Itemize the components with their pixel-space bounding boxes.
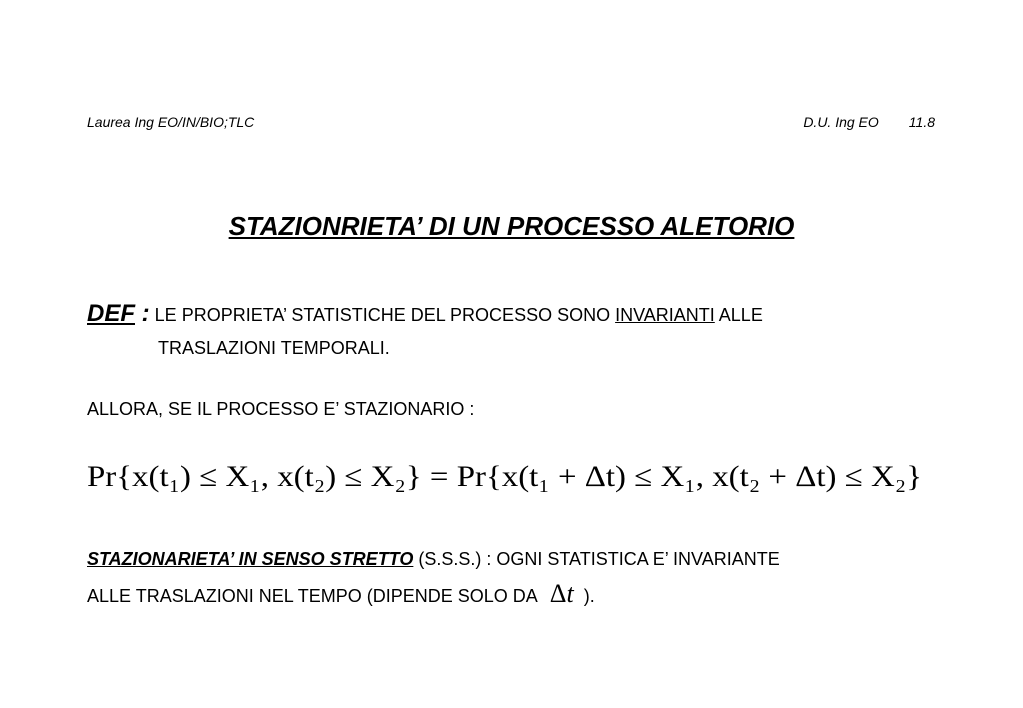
definition-underlined-word: INVARIANTI xyxy=(615,305,715,325)
page-title: STAZIONRIETA’ DI UN PROCESSO ALETORIO xyxy=(228,211,795,241)
formula-text: Pr{x(t₁) ≤ X₁, x(t₂) ≤ X₂} = Pr{x(t₁ + Δt) ≤ X₁, x(t₂ + Δt) ≤ X₂} xyxy=(87,460,922,493)
delta-variable: t xyxy=(566,579,574,608)
definition-term: DEF xyxy=(87,300,135,327)
sss-text: (S.S.S.) : OGNI STATISTICA E’ INVARIANTE xyxy=(413,549,780,569)
definition-term-group xyxy=(87,300,150,327)
page-number: 11.8 xyxy=(908,114,935,130)
allora-text: ALLORA, SE IL PROCESSO E’ STAZIONARIO : xyxy=(87,399,475,419)
stationarity-formula xyxy=(87,446,937,506)
header-course-code: D.U. Ing EO xyxy=(803,114,879,130)
sss-line2-after: ). xyxy=(583,586,595,606)
delta-t-symbol xyxy=(550,579,574,608)
sss-line-2 xyxy=(87,579,595,609)
definition-line-1 xyxy=(87,300,763,328)
header-right xyxy=(803,114,935,130)
definition-text-before: LE PROPRIETA’ STATISTICHE DEL PROCESSO SONO xyxy=(149,305,616,325)
sss-line-1 xyxy=(87,549,780,570)
header-course-label: Laurea Ing EO/IN/BIO;TLC xyxy=(87,114,255,130)
sss-line2-before: ALLE TRASLAZIONI NEL TEMPO (DIPENDE SOLO DA xyxy=(87,586,538,606)
definition-colon: : xyxy=(135,300,150,327)
definition-text-after: ALLE xyxy=(714,305,763,325)
definition-line-2: TRASLAZIONI TEMPORALI. xyxy=(158,338,390,358)
delta-symbol: Δ xyxy=(549,579,567,608)
sss-term: STAZIONARIETA’ IN SENSO STRETTO xyxy=(87,549,414,569)
